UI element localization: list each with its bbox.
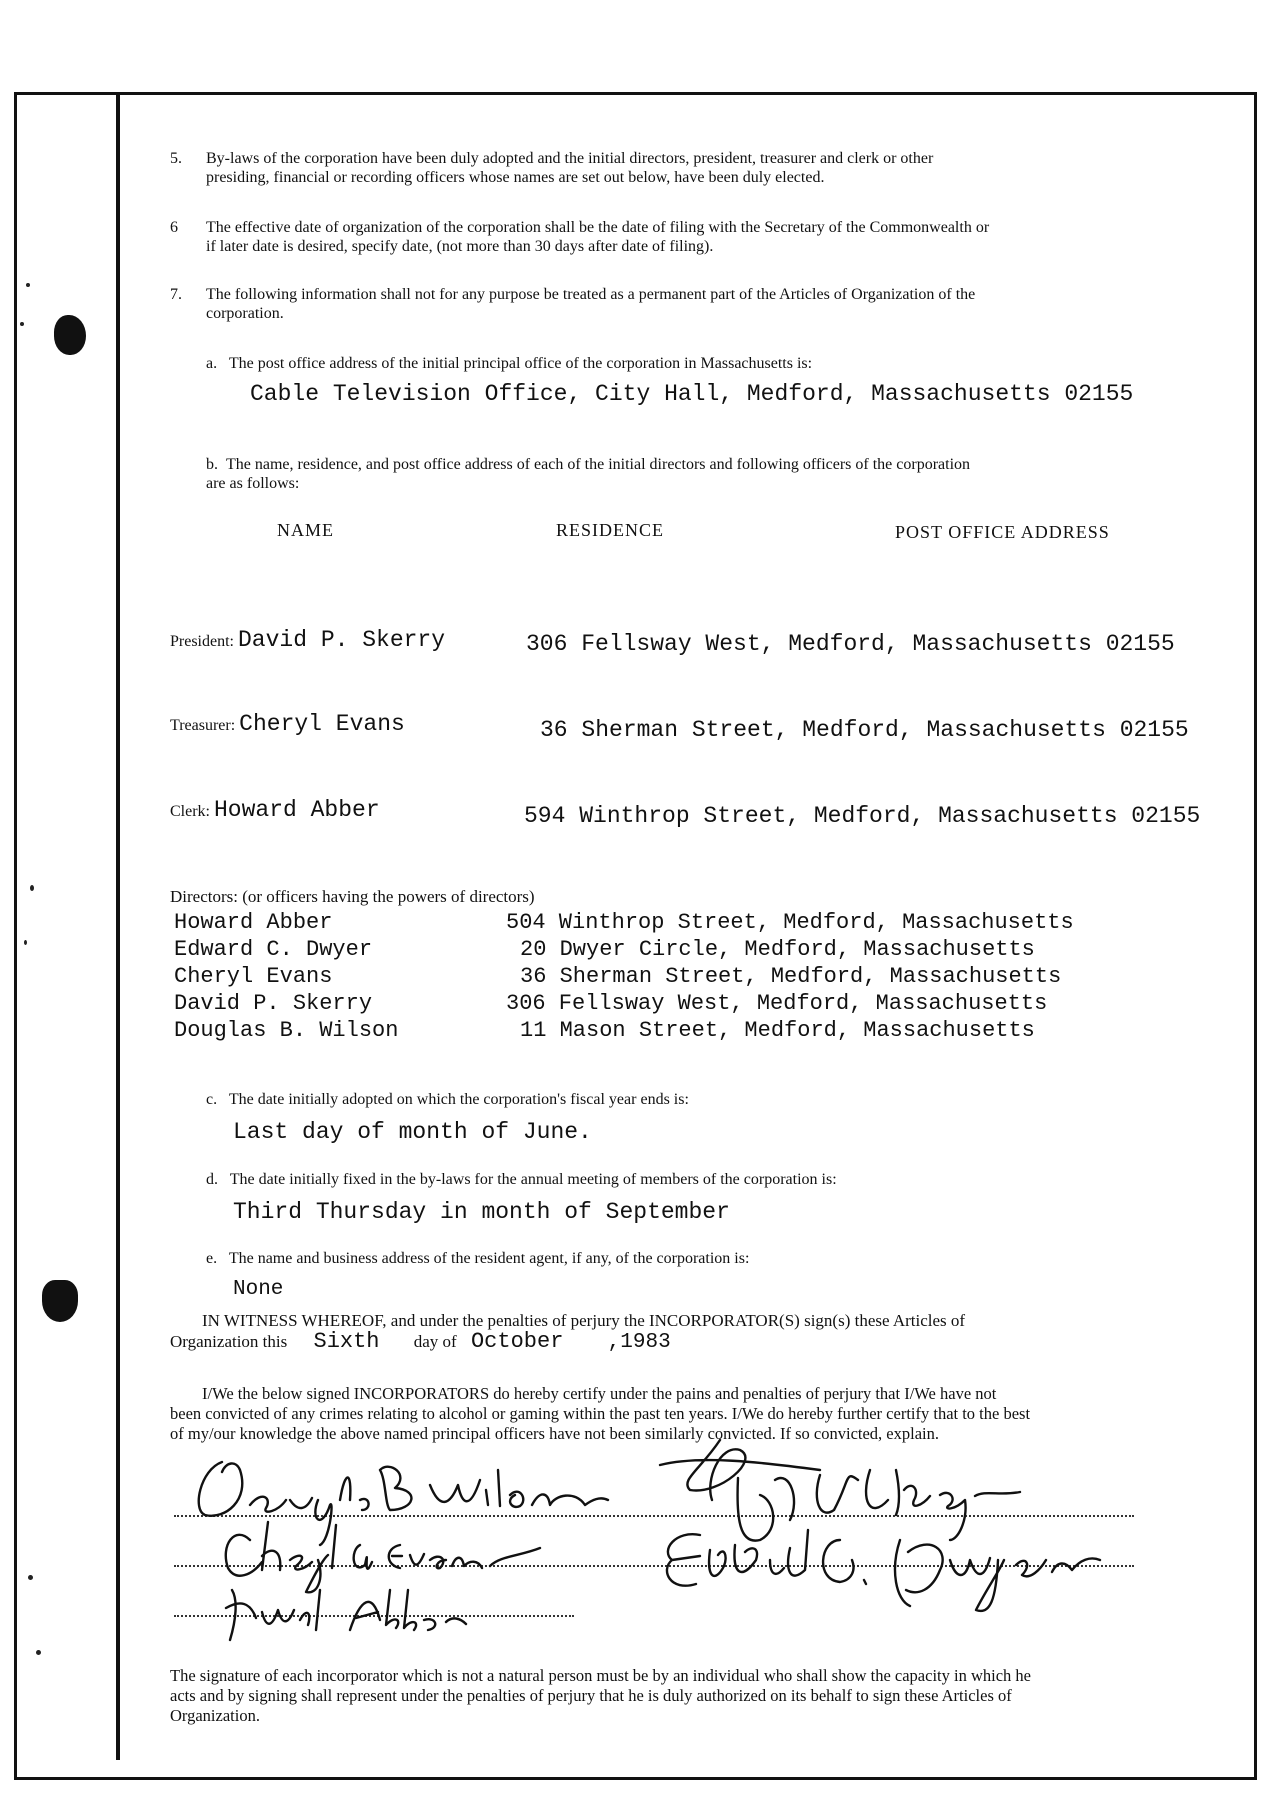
witness-day-of: day of xyxy=(413,1332,457,1351)
item-7-line-1: The following information shall not for any purpose be treated as a permanent part of the Articles of Organization of the xyxy=(206,286,976,303)
item-6-number: 6 xyxy=(170,219,178,236)
signature-edward-dwyer xyxy=(667,1530,1100,1611)
director-name: Edward C. Dwyer xyxy=(174,937,373,962)
item-5-line-1: By-laws of the corporation have been duly adopted and the initial directors, president, treasurer and clerk or other xyxy=(206,150,934,167)
item-6-line-2: if later date is desired, specify date, (not more than 30 days after date of filing). xyxy=(206,238,714,255)
certify-line-3: of my/our knowledge the above named principal officers have not been similarly convicted. If so convicted, explain. xyxy=(170,1424,939,1443)
officer-address-president: 306 Fellsway West, Medford, Massachusetts 02155 xyxy=(526,631,1175,657)
director-address: 11 Mason Street, Medford, Massachusetts xyxy=(520,1018,1035,1043)
witness-year: ,1983 xyxy=(607,1331,671,1354)
item-5-line-2: presiding, financial or recording officers whose names are set out below, have been duly elected. xyxy=(206,169,825,186)
witness-line-1: IN WITNESS WHEREOF, and under the penalties of perjury the INCORPORATOR(S) sign(s) these Articles of xyxy=(202,1311,966,1330)
signature-david-skerry xyxy=(660,1440,1020,1541)
witness-day: Sixth xyxy=(313,1329,380,1354)
director-name: Douglas B. Wilson xyxy=(174,1018,399,1043)
annual-meeting-value: Third Thursday in month of September xyxy=(233,1199,730,1225)
officer-name: Howard Abber xyxy=(214,797,380,823)
director-address: 306 Fellsway West, Medford, Massachusetts xyxy=(506,991,1048,1016)
sub-e-text: The name and business address of the resident agent, if any, of the corporation is: xyxy=(228,1250,750,1267)
officer-address-treasurer: 36 Sherman Street, Medford, Massachusetts 02155 xyxy=(540,717,1189,743)
sub-c-text: The date initially adopted on which the corporation's fiscal year ends is: xyxy=(228,1091,689,1108)
certify-line-1: I/We the below signed INCORPORATORS do hereby certify under the pains and penalties of perjury that I/We have not xyxy=(202,1384,997,1403)
director-name: David P. Skerry xyxy=(174,991,373,1016)
fiscal-year-end-value: Last day of month of June. xyxy=(233,1119,592,1145)
column-header-residence: RESIDENCE xyxy=(556,520,664,540)
item-6-line-1: The effective date of organization of the corporation shall be the date of filing with the Secretary of the Commonwealth or xyxy=(206,219,990,236)
director-address: 36 Sherman Street, Medford, Massachusetts xyxy=(520,964,1062,989)
officer-role: President: xyxy=(170,633,234,650)
item-7-number: 7. xyxy=(170,286,182,303)
officer-name: David P. Skerry xyxy=(238,627,446,653)
sub-a-label: a. xyxy=(206,355,218,372)
officer-name: Cheryl Evans xyxy=(239,711,405,737)
principal-office-address: Cable Television Office, City Hall, Medford, Massachusetts 02155 xyxy=(250,381,1134,407)
officer-role: Treasurer: xyxy=(170,717,236,734)
footer-line-3: Organization. xyxy=(170,1706,260,1725)
signature-cheryl-evans xyxy=(226,1522,540,1592)
sub-b-line-2: are as follows: xyxy=(206,475,300,492)
officer-address-clerk: 594 Winthrop Street, Medford, Massachusetts 02155 xyxy=(524,803,1201,829)
sub-b-label: b. xyxy=(206,456,218,473)
director-address: 504 Winthrop Street, Medford, Massachusetts xyxy=(506,910,1074,935)
column-header-name: NAME xyxy=(277,520,334,540)
sub-b-line-1: The name, residence, and post office address of each of the initial directors and following officers of the corporation xyxy=(226,456,971,473)
footer-note xyxy=(170,1666,1031,1726)
sub-e-label: e. xyxy=(206,1250,218,1267)
officer-role: Clerk: xyxy=(170,803,210,820)
footer-line-2: acts and by signing shall represent under the penalties of perjury that he is duly authorized on its behalf to sign these Articles of xyxy=(170,1686,1012,1705)
column-header-post-office: POST OFFICE ADDRESS xyxy=(895,522,1110,542)
sub-c-label: c. xyxy=(206,1091,218,1108)
resident-agent-value: None xyxy=(233,1278,284,1301)
witness-prefix: Organization this xyxy=(170,1332,288,1351)
footer-line-1: The signature of each incorporator which is not a natural person must be by an individual who shall show the capacity in which he xyxy=(170,1666,1031,1685)
director-name: Cheryl Evans xyxy=(174,964,333,989)
signature-howard-abber xyxy=(226,1590,466,1640)
witness-month: October xyxy=(470,1329,564,1354)
sub-a-text: The post office address of the initial principal office of the corporation in Massachusetts is: xyxy=(228,355,813,372)
sub-d-label: d. xyxy=(206,1171,218,1188)
directors-heading: Directors: (or officers having the powers of directors) xyxy=(170,887,535,906)
director-name: Howard Abber xyxy=(174,910,333,935)
sub-d-text: The date initially fixed in the by-laws for the annual meeting of members of the corporation is: xyxy=(229,1171,837,1188)
signature-douglas-wilson xyxy=(199,1462,608,1545)
director-address: 20 Dwyer Circle, Medford, Massachusetts xyxy=(520,937,1035,962)
item-7-line-2: corporation. xyxy=(206,305,284,322)
item-5-number: 5. xyxy=(170,150,182,167)
certify-line-2: been convicted of any crimes relating to alcohol or gaming within the past ten years. I/We do hereby further certify that to the best xyxy=(170,1404,1031,1423)
